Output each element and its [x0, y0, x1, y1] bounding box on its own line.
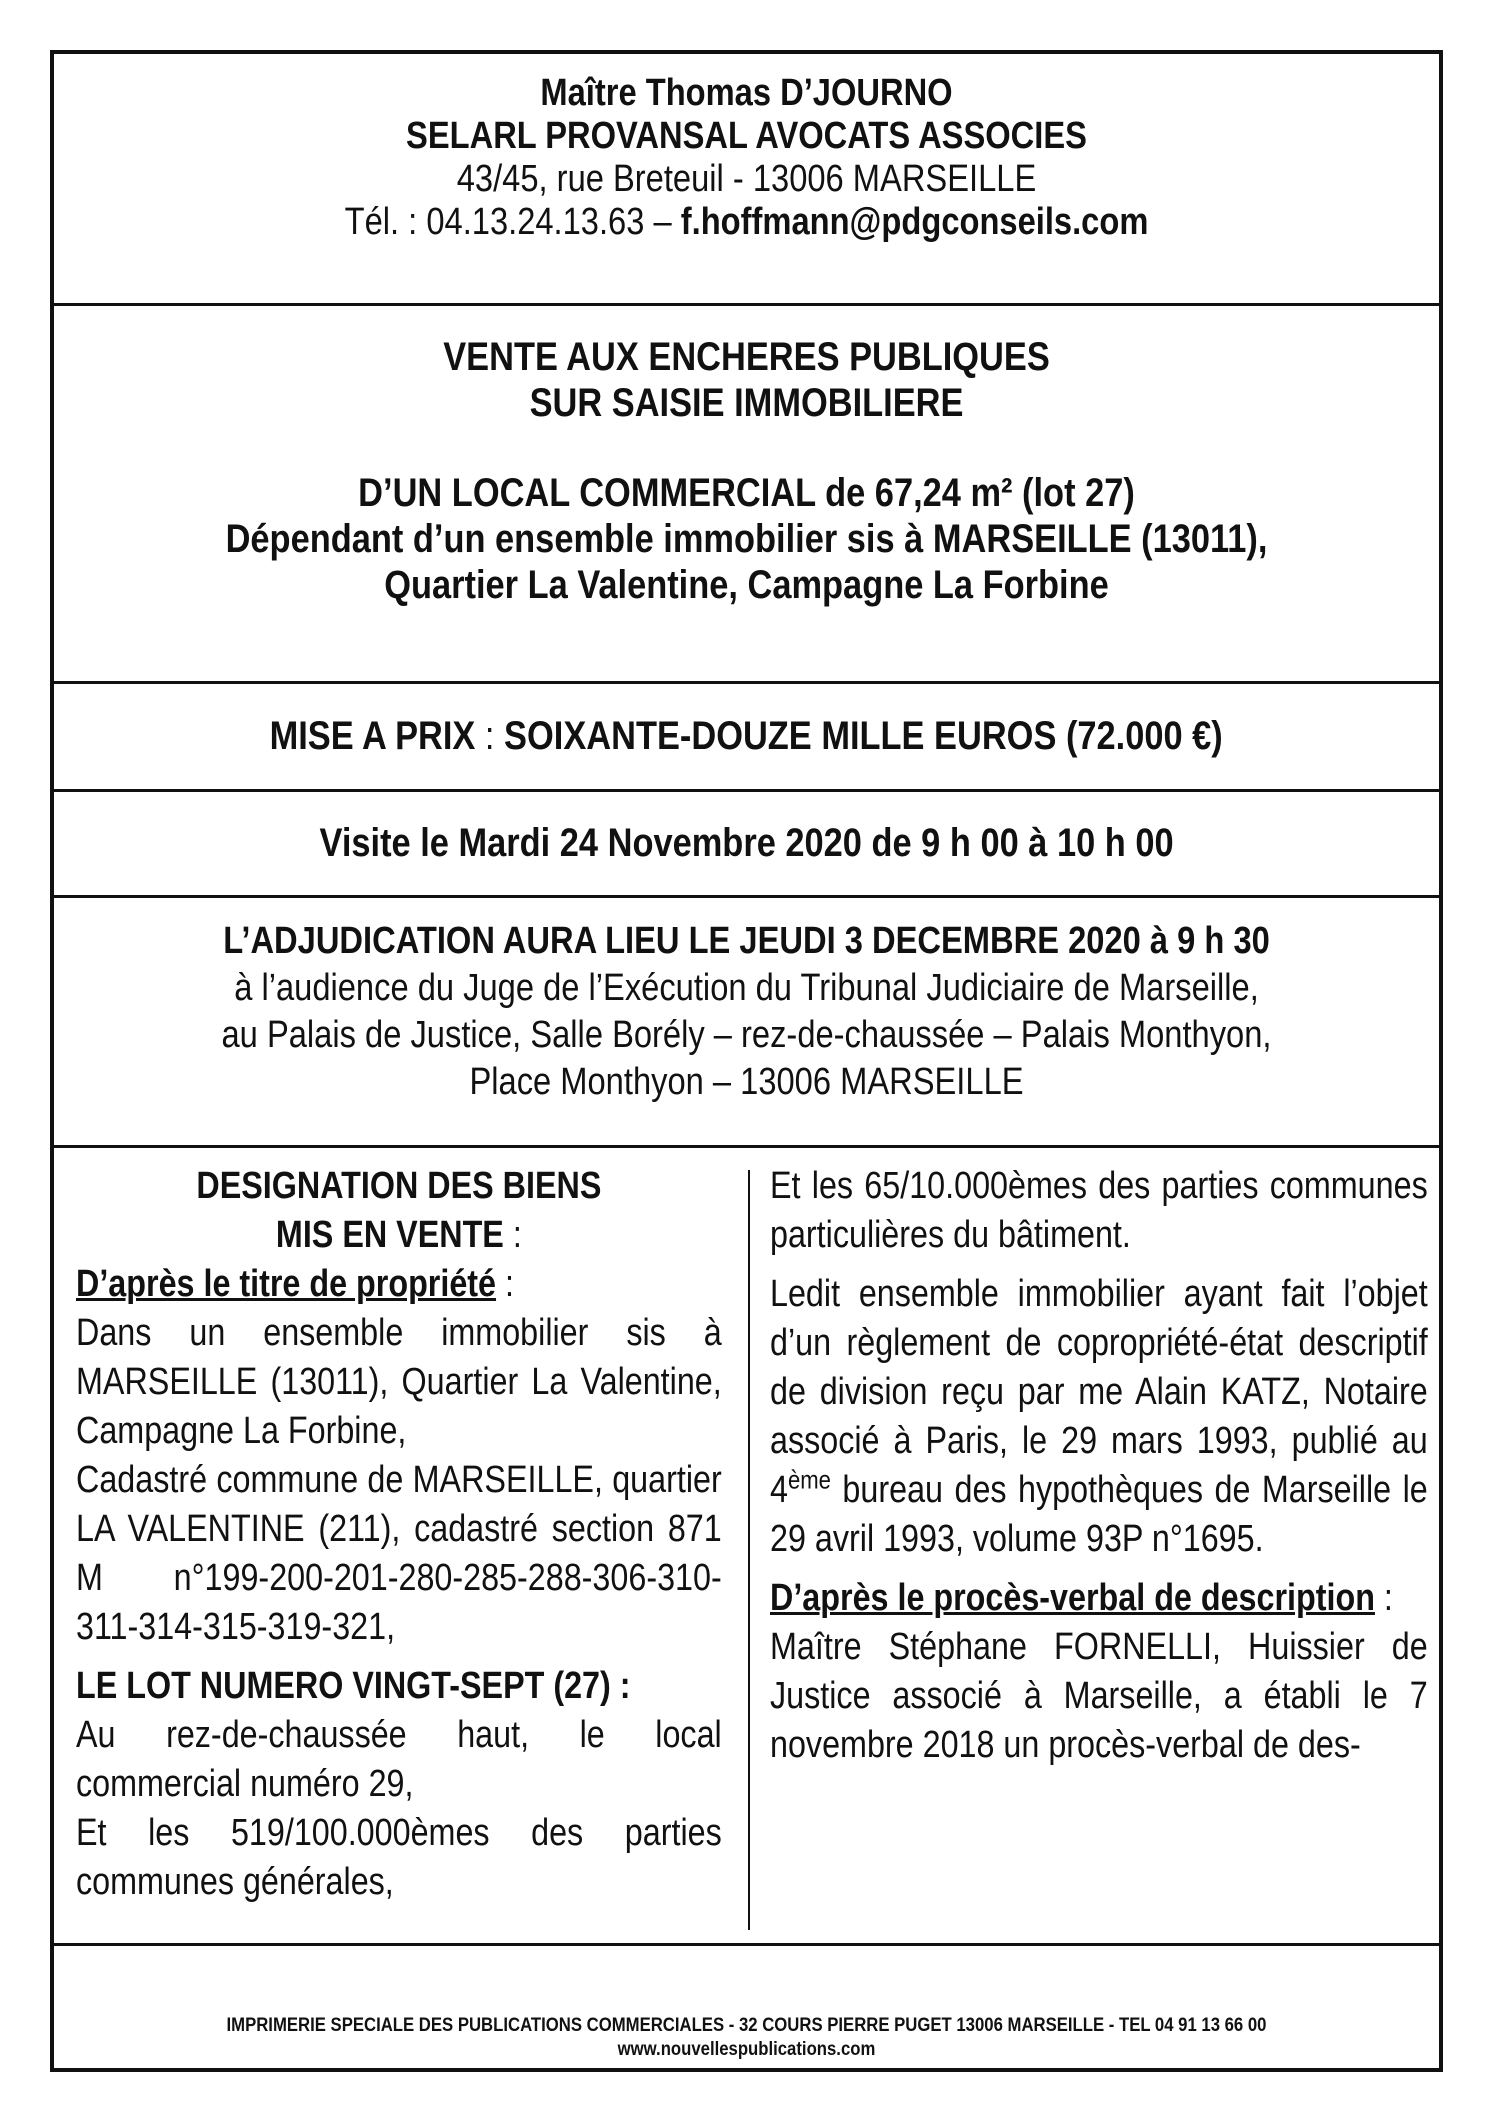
sale-title-section	[54, 306, 1439, 684]
adjudication-title: L’ADJUDICATION AURA LIEU LE JEUDI 3 DECEMBRE 2020 à 9 h 30	[223, 920, 1270, 962]
adjudication-line2: au Palais de Justice, Salle Borély – rez-de-chaussée – Palais Monthyon,	[221, 1014, 1272, 1056]
adjudication-line3: Place Monthyon – 13006 MARSEILLE	[469, 1061, 1024, 1103]
starting-price-section	[54, 684, 1439, 792]
designation-heading-2: MIS EN VENTE :	[275, 1214, 522, 1256]
sale-type-line1: VENTE AUX ENCHERES PUBLIQUES	[443, 335, 1050, 379]
price-label: MISE A PRIX	[269, 714, 476, 758]
designation-columns	[54, 1148, 1439, 1946]
right-para-3: Maître Stéphane FORNELLI, Huissier de Justice associé à Marseille, a établi le 7 novembre 2018 un procès-verbal de des-	[770, 1626, 1428, 1766]
visit-section	[54, 792, 1439, 898]
sale-type-line2: SUR SAISIE IMMOBILIERE	[529, 381, 964, 425]
left-para-4: Et les 519/100.000èmes des parties communes générales,	[76, 1812, 722, 1903]
property-location: Dépendant d’un ensemble immobilier sis à MARSEILLE (13011),	[225, 517, 1268, 561]
price-value: SOIXANTE-DOUZE MILLE EUROS (72.000 €)	[504, 714, 1224, 758]
contact-line	[151, 201, 1342, 244]
notice-frame	[50, 50, 1443, 2072]
left-column	[76, 1162, 722, 1907]
printer-footer	[54, 2014, 1439, 2062]
firm-address: 43/45, rue Breteuil - 13006 MARSEILLE	[456, 158, 1037, 200]
pv-subheading: D’après le procès-verbal de description :	[770, 1577, 1393, 1619]
visit-date: Visite le Mardi 24 Novembre 2020 de 9 h 00 à 10 h 00	[319, 821, 1174, 865]
lawyer-name: Maître Thomas D’JOURNO	[540, 72, 953, 114]
phone: Tél. : 04.13.24.13.63 –	[344, 201, 681, 243]
adjudication-section	[54, 898, 1439, 1148]
designation-heading: DESIGNATION DES BIENS	[196, 1165, 602, 1207]
right-para-2: Ledit ensemble immobilier ayant fait l’objet d’un règlement de copropriété-état descriptif de division reçu par me Alain KATZ, Notaire associé à Paris, le 29 mars 1993, publié au 4ème bureau des hypothèques de Marseille le 29 avril 1993, volume 93P n°1695.	[770, 1273, 1428, 1560]
starting-price: MISE A PRIX : SOIXANTE-DOUZE MILLE EUROS (72.000 €)	[269, 714, 1224, 758]
printer-website[interactable]: www.nouvellespublications.com	[617, 2039, 876, 2060]
property-district: Quartier La Valentine, Campagne La Forbine	[384, 563, 1109, 607]
property-title: D’UN LOCAL COMMERCIAL de 67,24 m² (lot 27)	[358, 471, 1135, 515]
firm-name: SELARL PROVANSAL AVOCATS ASSOCIES	[406, 115, 1087, 157]
printer-address: IMPRIMERIE SPECIALE DES PUBLICATIONS COMMERCIALES - 32 COURS PIERRE PUGET 13006 MARSEILLE - TEL 04 91 13 66 00	[226, 2015, 1267, 2036]
email-link[interactable]: f.hoffmann@pdgconseils.com	[680, 201, 1149, 243]
left-para-2: Cadastré commune de MARSEILLE, quartier LA VALENTINE (211), cadastré section 871 M n°199-200-201-280-285-288-306-310-311-314-315-319-321,	[76, 1459, 722, 1648]
lot-heading: LE LOT NUMERO VINGT-SEPT (27) :	[76, 1665, 631, 1707]
left-para-3: Au rez-de-chaussée haut, le local commercial numéro 29,	[76, 1714, 722, 1805]
adjudication-line1: à l’audience du Juge de l’Exécution du Tribunal Judiciaire de Marseille,	[234, 967, 1259, 1009]
right-column	[770, 1162, 1428, 1770]
column-divider	[748, 1170, 750, 1930]
lawyer-header	[54, 54, 1439, 306]
left-para-1: Dans un ensemble immobilier sis à MARSEILLE (13011), Quartier La Valentine, Campagne La Forbine,	[76, 1312, 722, 1452]
right-para-1: Et les 65/10.000èmes des parties communes particulières du bâtiment.	[770, 1165, 1428, 1256]
title-deed-subheading: D’après le titre de propriété :	[76, 1263, 514, 1305]
